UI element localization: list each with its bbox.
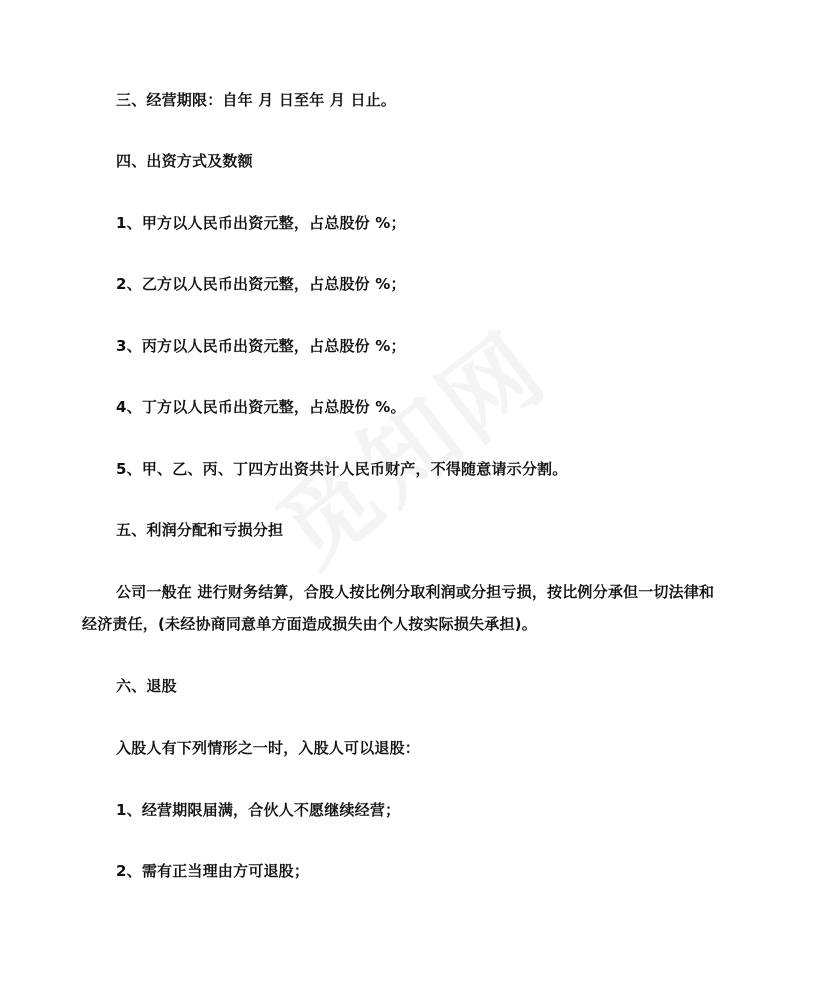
withdrawal-item-2: 2、需有正当理由方可退股； [116, 862, 310, 880]
section-heading-capital: 四、出资方式及数额 [116, 152, 253, 170]
profit-paragraph-line-2: 经济责任，(未经协商同意单方面造成损失由个人按实际损失承担)。 [82, 615, 537, 633]
capital-item-4: 4、丁方以人民币出资元整，占总股份 %。 [116, 398, 406, 416]
capital-item-3: 3、丙方以人民币出资元整，占总股份 %； [116, 337, 406, 355]
section-heading-withdrawal: 六、退股 [116, 677, 177, 695]
profit-paragraph-line-1: 公司一般在 进行财务结算，合股人按比例分取利润或分担亏损，按比例分承但一切法律和 [116, 583, 715, 601]
withdrawal-intro: 入股人有下列情形之一时，入股人可以退股： [116, 739, 421, 757]
section-heading-profit: 五、利润分配和亏损分担 [116, 521, 284, 539]
capital-item-1: 1、甲方以人民币出资元整，占总股份 %； [116, 214, 406, 232]
term-clause: 三、经营期限：自年 月 日至年 月 日止。 [116, 91, 397, 109]
capital-item-2: 2、乙方以人民币出资元整，占总股份 %； [116, 275, 406, 293]
capital-item-5: 5、甲、乙、丙、丁四方出资共计人民币财产，不得随意请示分割。 [116, 460, 568, 478]
withdrawal-item-1: 1、经营期限届满，合伙人不愿继续经营； [116, 801, 401, 819]
